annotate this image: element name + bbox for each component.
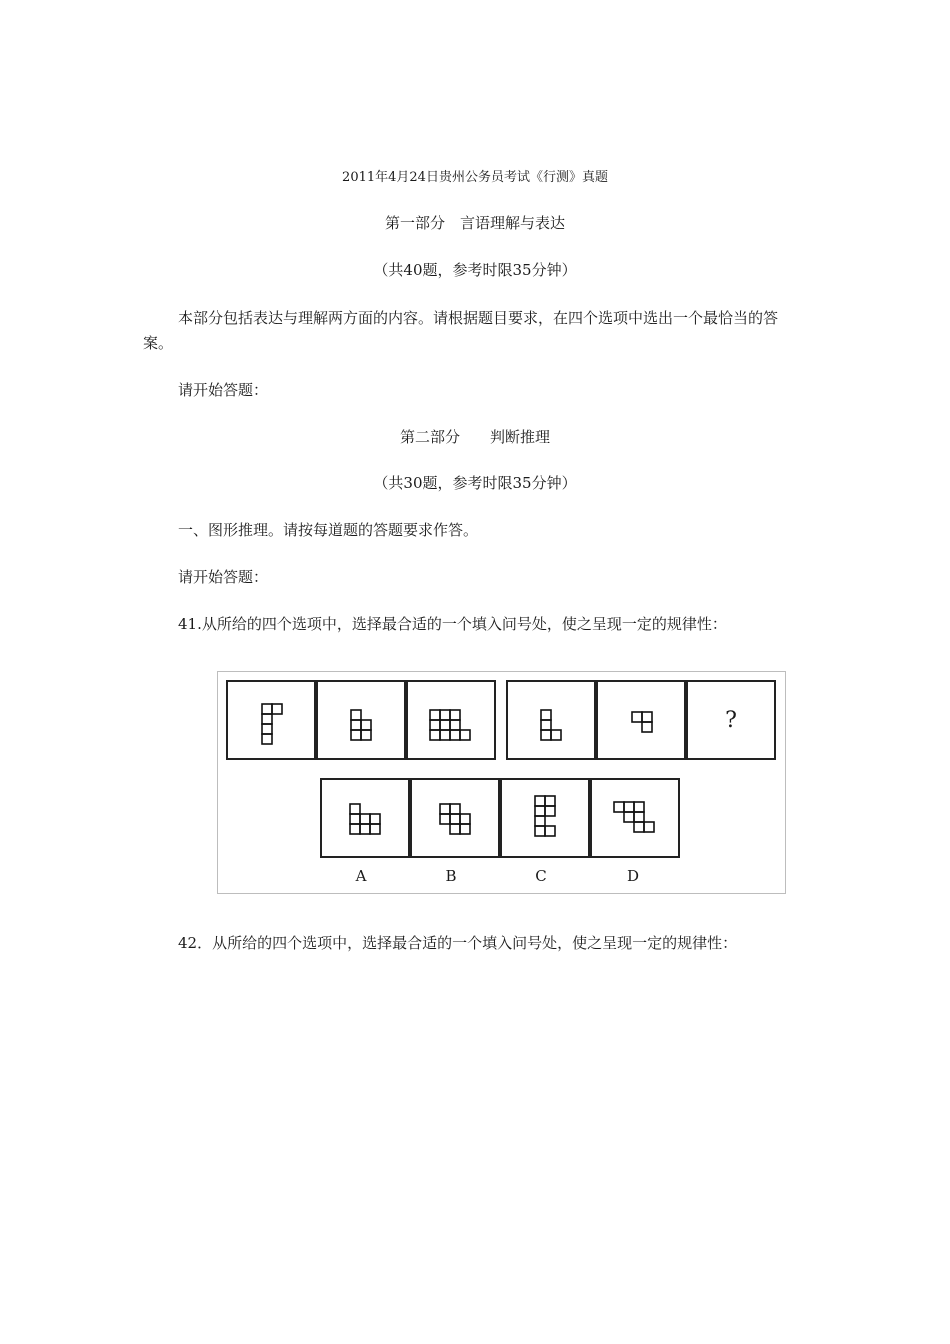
- part2-start: 请开始答题：: [178, 568, 269, 586]
- part1-note: （共40题，参考时限35分钟）: [373, 261, 577, 279]
- option-c-shape: [502, 780, 592, 860]
- option-a-label: A: [355, 867, 367, 885]
- question-41-text: 41.从所给的四个选项中，选择最合适的一个填入问号处，使之呈现一定的规律性：: [178, 615, 727, 633]
- part2-section: 一、图形推理。请按每道题的答题要求作答。: [178, 521, 479, 539]
- option-d-label: D: [626, 867, 640, 885]
- part2-note: （共30题，参考时限35分钟）: [373, 474, 577, 492]
- figure-cell-1: [226, 680, 316, 760]
- option-b-cell[interactable]: [410, 778, 500, 858]
- figure-cell-4: [506, 680, 596, 760]
- exam-title: 2011年4月24日贵州公务员考试《行测》真题: [342, 170, 608, 185]
- option-d-shape: [592, 780, 682, 860]
- option-a-shape: [322, 780, 412, 860]
- grid-shape-2: [318, 682, 408, 762]
- grid-shape-5: [598, 682, 688, 762]
- option-c-cell[interactable]: [500, 778, 590, 858]
- option-c-label: C: [535, 867, 547, 885]
- grid-shape-3: [408, 682, 498, 762]
- part2-heading: 第二部分 判断推理: [399, 428, 550, 446]
- part1-intro: 本部分包括表达与理解两方面的内容。请根据题目要求，在四个选项中选出一个最恰当的答案。: [143, 309, 779, 352]
- part1-start: 请开始答题：: [178, 381, 269, 399]
- option-b-label: B: [445, 867, 457, 885]
- figure-cell-5: [596, 680, 686, 760]
- grid-shape-4: [508, 682, 598, 762]
- question-mark: ?: [725, 708, 737, 733]
- option-a-cell[interactable]: [320, 778, 410, 858]
- option-b-shape: [412, 780, 502, 860]
- question-41-figure: [217, 671, 786, 894]
- question-42-text: 42．从所给的四个选项中，选择最合适的一个填入问号处，使之呈现一定的规律性：: [178, 934, 738, 952]
- grid-shape-1: [228, 682, 318, 762]
- figure-cell-question: [686, 680, 776, 760]
- part1-heading: 第一部分 言语理解与表达: [384, 214, 565, 232]
- option-d-cell[interactable]: [590, 778, 680, 858]
- figure-cell-3: [406, 680, 496, 760]
- figure-cell-2: [316, 680, 406, 760]
